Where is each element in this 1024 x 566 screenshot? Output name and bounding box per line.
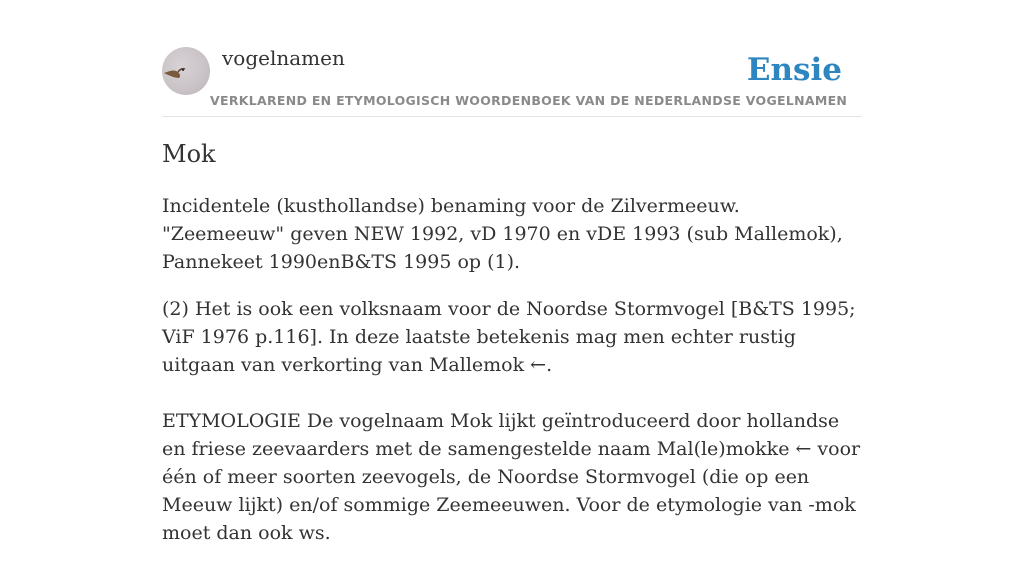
paragraph-spacer <box>162 398 862 407</box>
entry-paragraph: ETYMOLOGIE De vogelnaam Mok lijkt geïntroduceerd door hollandse en friese zeevaarders met de samengestelde naam Mal(le)mokke ← voor één of meer soorten zeevogels, de Noordse Stormvogel (die op een Meeuw lijkt) en/of sommige Zeemeeuwen. Voor de etymologie van -mok moet dan ook ws. <box>162 410 861 544</box>
site-subtitle: VERKLAREND EN ETYMOLOGISCH WOORDENBOEK VAN DE NEDERLANDSE VOGELNAMEN <box>210 93 848 108</box>
bird-avatar-graphic <box>162 47 210 95</box>
site-name[interactable]: vogelnamen <box>222 46 345 70</box>
entry-title: Mok <box>162 140 216 168</box>
bird-avatar-icon[interactable] <box>162 47 210 95</box>
ensie-logo[interactable]: Ensie <box>746 52 842 88</box>
entry-paragraph: Incidentele (kusthollandse) benaming voor de Zilvermeeuw. "Zeemeeuw" geven NEW 1992, vD 1970 en vDE 1993 (sub Mallemok), Pannekeet 1990enB&TS 1995 op (1). <box>162 195 843 273</box>
site-header <box>162 0 862 117</box>
entry-paragraph: (2) Het is ook een volksnaam voor de Noordse Stormvogel [B&TS 1995; ViF 1976 p.116]. In deze laatste betekenis mag men echter rustig uitgaan van verkorting van Mallemok ←. <box>162 298 856 376</box>
entry-content <box>162 136 862 566</box>
